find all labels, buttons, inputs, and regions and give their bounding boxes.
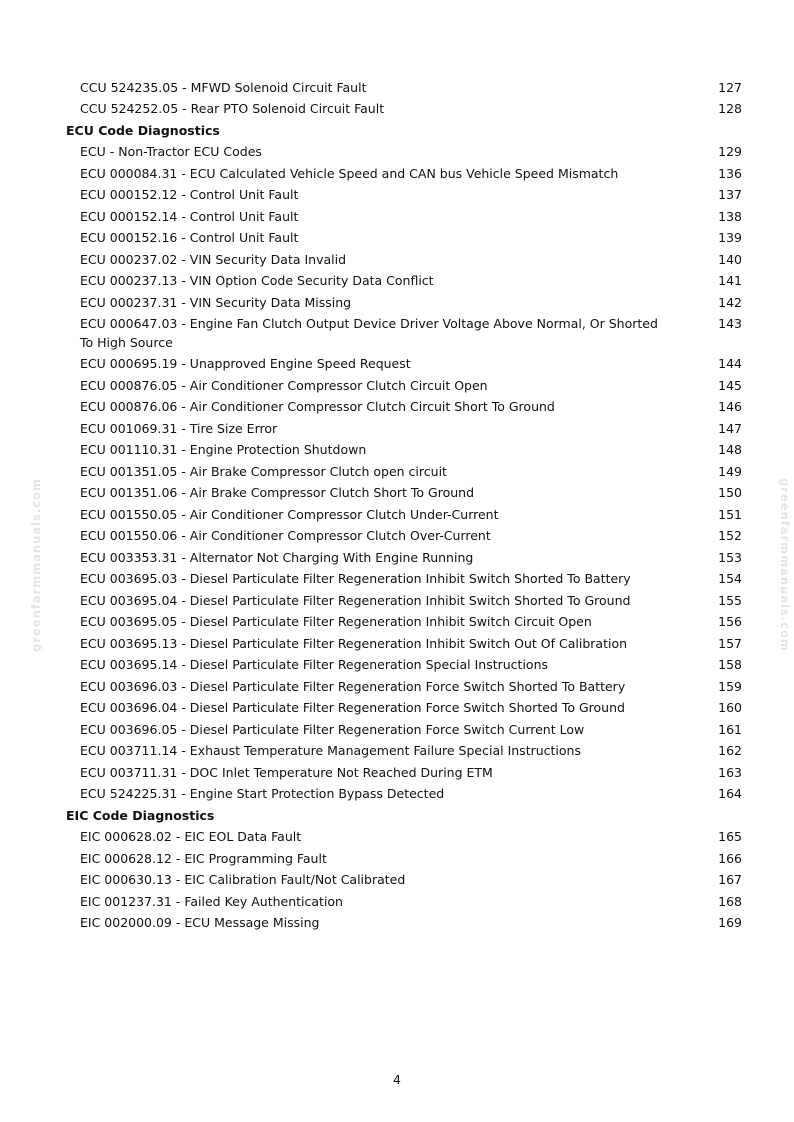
toc-entry-title: ECU 003696.05 - Diesel Particulate Filter Regeneration Force Switch Current Low — [80, 721, 585, 737]
toc-entry-title: ECU 000152.14 - Control Unit Fault — [80, 208, 299, 224]
toc-entry-page: 164 — [718, 786, 742, 801]
toc-entry[interactable] — [66, 828, 742, 847]
toc-entry-page: 159 — [718, 678, 742, 694]
toc-entry-page: 141 — [718, 273, 742, 288]
toc-entry-page: 167 — [718, 872, 742, 887]
toc-entry-page: 143 — [718, 316, 742, 331]
toc-entry-page: 153 — [718, 549, 742, 565]
toc-entry-title: ECU 000237.13 - VIN Option Code Security Data Conflict — [80, 273, 434, 288]
toc-entry-title: ECU 003695.14 - Diesel Particulate Filter Regeneration Special Instructions — [80, 657, 549, 672]
toc-entry-title: ECU 000647.03 - Engine Fan Clutch Output Device Driver Voltage Above Normal, Or Shorted To High Source — [80, 316, 658, 350]
toc-entry-title: ECU 003711.31 - DOC Inlet Temperature Not Reached During ETM — [80, 764, 493, 780]
toc-entry[interactable] — [66, 484, 742, 503]
toc-entry[interactable] — [66, 208, 742, 227]
toc-entry[interactable] — [66, 251, 742, 270]
toc-entry-page: 129 — [718, 144, 742, 159]
toc-entry[interactable] — [66, 272, 742, 291]
toc-entry-page: 127 — [718, 79, 742, 95]
toc-entry-page: 154 — [718, 571, 742, 586]
toc-entry[interactable] — [66, 165, 742, 184]
toc-entry-title: ECU 003696.03 - Diesel Particulate Filter Regeneration Force Switch Shorted To Battery — [80, 678, 626, 694]
toc-entry-title: ECU 001351.05 - Air Brake Compressor Clutch open circuit — [80, 463, 447, 479]
toc-entry-title: ECU 000152.12 - Control Unit Fault — [80, 187, 299, 202]
toc-entry-title: ECU 000237.31 - VIN Security Data Missing — [80, 294, 352, 310]
toc-entry-page: 142 — [718, 294, 742, 310]
toc-entry-title: ECU 003696.04 - Diesel Particulate Filter Regeneration Force Switch Shorted To Ground — [80, 700, 625, 715]
toc-entry-page: 139 — [718, 230, 742, 245]
toc-entry-title: EIC 000628.12 - EIC Programming Fault — [80, 850, 327, 866]
toc-entry[interactable] — [66, 549, 742, 568]
toc-entry-title: ECU - Non-Tractor ECU Codes — [80, 144, 262, 159]
toc-entry-page: 148 — [718, 442, 742, 457]
toc-entry-page: 138 — [718, 208, 742, 224]
toc-entry[interactable] — [66, 441, 742, 460]
toc-entry-page: 157 — [718, 635, 742, 651]
toc-entry-page: 158 — [718, 657, 742, 672]
toc-entry-page: 163 — [718, 764, 742, 780]
toc-entry-page: 147 — [718, 420, 742, 436]
toc-entry-page: 152 — [718, 528, 742, 543]
toc-entry[interactable] — [66, 420, 742, 439]
toc-entry-page: 137 — [718, 187, 742, 202]
toc-entry-page: 144 — [718, 356, 742, 371]
toc-entry[interactable] — [66, 186, 742, 205]
toc-entry[interactable] — [66, 527, 742, 546]
toc-entry-title: EIC 001237.31 - Failed Key Authentication — [80, 893, 343, 909]
toc-entry-title: CCU 524235.05 - MFWD Solenoid Circuit Fault — [80, 79, 367, 95]
toc-entry-title: ECU 003695.05 - Diesel Particulate Filter Regeneration Inhibit Switch Circuit Open — [80, 614, 592, 629]
toc-entry[interactable] — [66, 635, 742, 654]
toc-entry-page: 156 — [718, 614, 742, 629]
toc-entry-page: 168 — [718, 893, 742, 909]
toc-entry[interactable] — [66, 100, 742, 119]
toc-entry-title: EIC 000630.13 - EIC Calibration Fault/Not Calibrated — [80, 872, 406, 887]
toc-entry-page: 140 — [718, 251, 742, 267]
toc-entry[interactable] — [66, 764, 742, 783]
page-number: 4 — [393, 1072, 401, 1087]
toc-entry-page: 149 — [718, 463, 742, 479]
toc-entry-page: 161 — [718, 721, 742, 737]
toc-entry[interactable] — [66, 143, 742, 162]
toc-entry-page: 165 — [718, 829, 742, 844]
toc-entry-title: ECU Code Diagnostics — [66, 122, 220, 138]
toc-entry[interactable] — [66, 914, 742, 933]
toc-entry[interactable] — [66, 79, 742, 98]
toc-entry-title: ECU 003695.04 - Diesel Particulate Filter Regeneration Inhibit Switch Shorted To Ground — [80, 592, 631, 608]
toc-entry-page: 145 — [718, 377, 742, 393]
toc-section-heading — [66, 807, 742, 826]
toc-entry[interactable] — [66, 463, 742, 482]
toc-entry-title: CCU 524252.05 - Rear PTO Solenoid Circuit Fault — [80, 101, 385, 116]
toc-entry[interactable] — [66, 398, 742, 417]
toc-entry[interactable] — [66, 229, 742, 248]
toc-entry[interactable] — [66, 355, 742, 374]
toc-entry[interactable] — [66, 315, 742, 352]
toc-entry-title: ECU 000695.19 - Unapproved Engine Speed Request — [80, 356, 411, 371]
toc-entry-title: ECU 003695.03 - Diesel Particulate Filter Regeneration Inhibit Switch Shorted To Battery — [80, 571, 631, 586]
toc-entry[interactable] — [66, 742, 742, 761]
toc-entry-title: ECU 000876.06 - Air Conditioner Compressor Clutch Circuit Short To Ground — [80, 399, 555, 414]
toc-entry[interactable] — [66, 592, 742, 611]
toc-entry-title: ECU 003711.14 - Exhaust Temperature Management Failure Special Instructions — [80, 743, 581, 758]
watermark-left: greenfarmmanuals.com — [28, 478, 43, 652]
toc-entry-page: 155 — [718, 592, 742, 608]
toc-entry[interactable] — [66, 613, 742, 632]
toc-entry[interactable] — [66, 871, 742, 890]
watermark-right: greenfarmmanuals.com — [777, 478, 792, 652]
toc-entry-title: ECU 001069.31 - Tire Size Error — [80, 420, 278, 436]
toc-entry-title: ECU 003695.13 - Diesel Particulate Filter Regeneration Inhibit Switch Out Of Calibration — [80, 635, 628, 651]
toc-entry-page: 136 — [718, 165, 742, 181]
toc-section-heading — [66, 122, 742, 141]
toc-entry-title: ECU 001550.05 - Air Conditioner Compressor Clutch Under-Current — [80, 506, 499, 522]
toc-entry[interactable] — [66, 506, 742, 525]
toc-entry-title: ECU 000152.16 - Control Unit Fault — [80, 230, 299, 245]
toc-entry-page: 146 — [718, 399, 742, 414]
toc-entry-title: EIC 002000.09 - ECU Message Missing — [80, 915, 320, 930]
toc-entry[interactable] — [66, 699, 742, 718]
toc-entry[interactable] — [66, 377, 742, 396]
toc-entry-title: EIC 000628.02 - EIC EOL Data Fault — [80, 829, 302, 844]
toc-entry-page: 151 — [718, 506, 742, 522]
toc-entry[interactable] — [66, 570, 742, 589]
table-of-contents — [66, 76, 742, 936]
toc-entry-title: ECU 000876.05 - Air Conditioner Compressor Clutch Circuit Open — [80, 377, 488, 393]
toc-entry-title: ECU 001110.31 - Engine Protection Shutdown — [80, 442, 367, 457]
toc-entry-page: 150 — [718, 485, 742, 500]
toc-entry-title: ECU 524225.31 - Engine Start Protection Bypass Detected — [80, 786, 445, 801]
toc-entry[interactable] — [66, 893, 742, 912]
toc-entry-page: 128 — [718, 101, 742, 116]
toc-entry-title: ECU 001550.06 - Air Conditioner Compressor Clutch Over-Current — [80, 528, 491, 543]
toc-entry-title: ECU 003353.31 - Alternator Not Charging With Engine Running — [80, 549, 474, 565]
toc-entry-title: ECU 000237.02 - VIN Security Data Invalid — [80, 251, 347, 267]
toc-entry[interactable] — [66, 850, 742, 869]
toc-entry[interactable] — [66, 678, 742, 697]
toc-entry-title: ECU 000084.31 - ECU Calculated Vehicle Speed and CAN bus Vehicle Speed Mismatch — [80, 165, 619, 181]
toc-entry[interactable] — [66, 656, 742, 675]
toc-entry-title: EIC Code Diagnostics — [66, 807, 215, 823]
toc-entry-page: 162 — [718, 743, 742, 758]
toc-entry[interactable] — [66, 721, 742, 740]
toc-entry-title: ECU 001351.06 - Air Brake Compressor Clutch Short To Ground — [80, 485, 475, 500]
toc-entry[interactable] — [66, 294, 742, 313]
toc-entry-page: 160 — [718, 700, 742, 715]
toc-entry-page: 169 — [718, 915, 742, 930]
toc-entry[interactable] — [66, 785, 742, 804]
toc-entry-page: 166 — [718, 850, 742, 866]
